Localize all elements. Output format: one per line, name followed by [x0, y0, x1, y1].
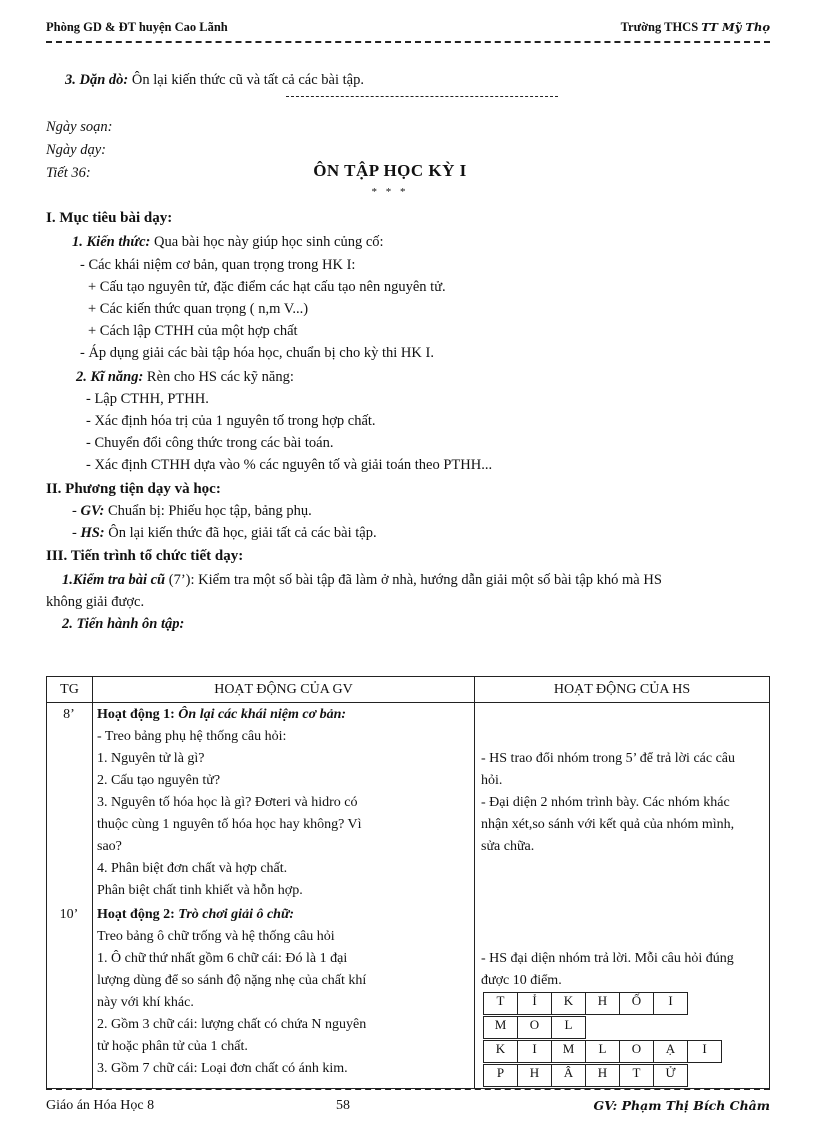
page-header: [46, 20, 770, 40]
crossword-cell: O: [620, 1041, 654, 1063]
crossword-cell: T: [484, 993, 518, 1015]
activity-table: [46, 676, 770, 1089]
col-header-time: TG: [47, 677, 93, 703]
crossword-cell: I: [688, 1041, 722, 1063]
title-stars: * * *: [371, 186, 409, 198]
teacher-prep: - GV: Chuẩn bị: Phiếu học tập, bảng phụ.: [72, 503, 312, 519]
teacher-line: 1. Nguyên tử là gì?: [97, 751, 205, 766]
old-lesson-check: 1.Kiểm tra bài cũ (7’): Kiểm tra một số bài tập đã làm ở nhà, hướng dẫn giải một số bài tập khó mà HS: [62, 572, 662, 588]
crossword-cell: Ố: [620, 993, 654, 1015]
crossword-cell: Ử: [654, 1065, 688, 1087]
skill-item: - Xác định CTHH dựa vào % các nguyên tố và giải toán theo PTHH...: [86, 457, 493, 473]
teacher-line: này với khí khác.: [97, 995, 194, 1010]
crossword-cell: P: [484, 1065, 518, 1087]
header-school: Trường THCS TT Mỹ Thọ: [620, 20, 770, 34]
crossword-cell: O: [518, 1017, 552, 1039]
page-footer: [46, 1098, 770, 1118]
teacher-line: sao?: [97, 839, 122, 854]
crossword-cell: Ỉ: [518, 993, 552, 1015]
crossword-cell: K: [552, 993, 586, 1015]
time-activity-1: 8’: [63, 707, 75, 722]
table-header-row: [47, 677, 770, 703]
teacher-line: 3. Nguyên tố hóa học là gì? Đơteri và hidro có: [97, 795, 358, 810]
skill-item: - Chuyển đổi công thức trong các bài toán.: [86, 435, 334, 451]
header-department: Phòng GD & ĐT huyện Cao Lãnh: [46, 20, 228, 34]
crossword-cell: H: [586, 1065, 620, 1087]
teacher-line: 1. Ô chữ thứ nhất gồm 6 chữ cái: Đó là 1 đại: [97, 951, 348, 966]
review-heading: 2. Tiến hành ôn tập:: [62, 616, 185, 632]
activity-1-title: Hoạt động 1: Ôn lại các khái niệm cơ bản:: [97, 707, 347, 722]
time-cell: [47, 703, 93, 1089]
knowledge-item: + Cấu tạo nguyên tử, đặc điểm các hạt cấu tạo nên nguyên tử.: [88, 279, 446, 295]
knowledge-item: + Cách lập CTHH của một hợp chất: [88, 323, 298, 339]
teacher-line: tử hoặc phân tử của 1 chất.: [97, 1039, 248, 1054]
student-line: - HS trao đổi nhóm trong 5’ để trả lời các câu: [481, 751, 736, 766]
student-line: - Đại diện 2 nhóm trình bày. Các nhóm khác: [481, 795, 730, 810]
lesson-title: ÔN TẬP HỌC KỲ I: [313, 161, 467, 180]
crossword-grid: [483, 1040, 722, 1063]
crossword-cell: M: [552, 1041, 586, 1063]
teacher-line: thuộc cùng 1 nguyên tố hóa học hay không? Vì: [97, 817, 362, 832]
crossword-row: [484, 1065, 688, 1087]
skill-item: - Xác định hóa trị của 1 nguyên tố trong hợp chất.: [86, 413, 376, 429]
crossword-cell: Ạ: [654, 1041, 688, 1063]
time-activity-2: 10’: [59, 907, 79, 922]
crossword-cell: I: [518, 1041, 552, 1063]
knowledge-item: + Các kiến thức quan trọng ( n,m V...): [88, 301, 309, 317]
section-1-heading: I. Mục tiêu bài dạy:: [46, 210, 173, 226]
crossword-cell: L: [586, 1041, 620, 1063]
crossword-grid: [483, 1016, 586, 1039]
teacher-line: Treo bảng ô chữ trống và hệ thống câu hỏi: [97, 929, 335, 944]
footer-teacher: GV: Phạm Thị Bích Châm: [593, 1098, 770, 1113]
activity-2-title: Hoạt động 2: Trò chơi giải ô chữ:: [97, 907, 295, 922]
crossword-grid: [483, 992, 688, 1015]
knowledge-item: - Các khái niệm cơ bản, quan trọng trong HK I:: [80, 257, 356, 273]
date-taught: Ngày dạy:: [46, 142, 106, 158]
teacher-line: 2. Gồm 3 chữ cái: lượng chất có chứa N nguyên: [97, 1017, 367, 1032]
header-rule: [46, 41, 770, 43]
student-cell: [475, 703, 770, 1089]
date-prepared: Ngày soạn:: [46, 119, 113, 135]
crossword-cell: I: [654, 993, 688, 1015]
footer-course: Giáo án Hóa Học 8: [46, 1098, 155, 1113]
teacher-cell: [93, 703, 475, 1089]
crossword-row: [484, 1017, 586, 1039]
crossword-cell: H: [518, 1065, 552, 1087]
header-school-script: TT Mỹ Thọ: [701, 20, 770, 34]
crossword-row: [484, 993, 688, 1015]
teacher-line: lượng dùng để so sánh độ nặng nhẹ của chất khí: [97, 973, 367, 988]
crossword-cell: L: [552, 1017, 586, 1039]
student-prep: - HS: Ôn lại kiến thức đã học, giải tất cả các bài tập.: [72, 525, 377, 541]
knowledge-item: - Áp dụng giải các bài tập hóa học, chuẩn bị cho kỳ thi HK I.: [80, 345, 434, 361]
student-line: hỏi.: [481, 773, 503, 788]
crossword-cell: T: [620, 1065, 654, 1087]
table-row: [47, 703, 770, 1089]
teacher-line: 2. Cấu tạo nguyên tử?: [97, 773, 221, 788]
crossword-grid: [483, 1064, 688, 1087]
crossword-cell: Â: [552, 1065, 586, 1087]
student-line: sửa chữa.: [481, 839, 535, 854]
teacher-line: 3. Gồm 7 chữ cái: Loại đơn chất có ánh kim.: [97, 1061, 348, 1076]
crossword-cell: H: [586, 993, 620, 1015]
student-line: nhận xét,so sánh với kết quả của nhóm mình,: [481, 817, 735, 832]
page-number: 58: [336, 1098, 350, 1113]
crossword-cell: M: [484, 1017, 518, 1039]
col-header-teacher: HOẠT ĐỘNG CỦA GV: [93, 677, 475, 703]
prev-homework: 3. Dặn dò: Ôn lại kiến thức cũ và tất cả các bài tập.: [65, 72, 364, 88]
knowledge-intro: 1. Kiến thức: Qua bài học này giúp học sinh củng cố:: [72, 234, 384, 250]
section-3-heading: III. Tiến trình tổ chức tiết dạy:: [46, 548, 244, 564]
teacher-line: Phân biệt chất tinh khiết và hỗn hợp.: [97, 883, 303, 898]
old-lesson-check-cont: không giải được.: [46, 594, 145, 610]
crossword-row: [484, 1041, 722, 1063]
crossword-cell: K: [484, 1041, 518, 1063]
teacher-line: - Treo bảng phụ hệ thống câu hỏi:: [97, 729, 287, 744]
section-separator: [286, 96, 558, 97]
student-line: được 10 điểm.: [481, 973, 562, 988]
footer-rule: [46, 1088, 770, 1090]
student-line: - HS đại diện nhóm trả lời. Mỗi câu hỏi đúng: [481, 951, 734, 966]
teacher-line: 4. Phân biệt đơn chất và hợp chất.: [97, 861, 288, 876]
section-2-heading: II. Phương tiện dạy và học:: [46, 481, 221, 497]
col-header-student: HOẠT ĐỘNG CỦA HS: [475, 677, 770, 703]
skill-item: - Lập CTHH, PTHH.: [86, 391, 209, 407]
skills-intro: 2. Kĩ năng: Rèn cho HS các kỹ năng:: [76, 369, 294, 385]
lesson-number: Tiết 36:: [46, 165, 91, 181]
